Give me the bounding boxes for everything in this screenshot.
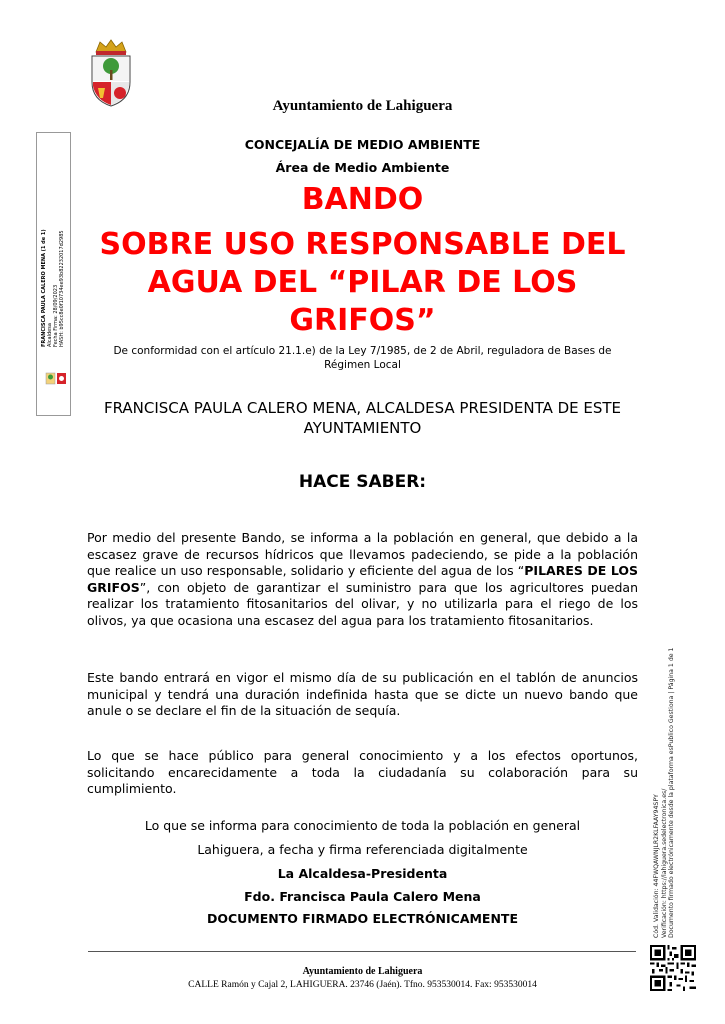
footer-address: CALLE Ramón y Cajal 2, LAHIGUERA. 23746 (Jaén). Tfno. 953530014. Fax: 953530014 — [188, 980, 537, 990]
paragraph-2: Este bando entrará en vigor el mismo día de su publicación en el tablón de anuncios municipal y tendrá una duración indefinida hasta que se dicte un nuevo bando que anule o se declare el fin de la situación de sequía. — [87, 670, 638, 718]
footer-divider — [88, 951, 636, 952]
footer-organization: Ayuntamiento de Lahiguera — [302, 966, 423, 977]
area-name: Área de Medio Ambiente — [275, 160, 450, 175]
validation-code: Cód. Validación: 44FWQAWNJLR2KLFAAY94SPY — [653, 794, 660, 938]
signature-signer: FRANCISCA PAULA CALERO MENA (1 de 1) — [41, 229, 47, 347]
place-date-line: Lahiguera, a fecha y firma referenciada digitalmente — [197, 842, 528, 857]
platform-note: Documento firmado electrónicamente desde la plataforma esPublico Gestiona | Página 1 de 1 — [668, 647, 675, 938]
validation-info — [653, 638, 679, 938]
paragraph-3: Lo que se hace público para general conocimiento y a los efectos oportunos, solicitando encarecidamente a toda la ciudadanía su colaboración para su cumplimiento. — [87, 748, 638, 796]
signer-name: Fdo. Francisca Paula Calero Mena — [244, 889, 481, 904]
hace-saber-heading: HACE SABER: — [298, 472, 427, 492]
signature-hash: HASH: b95cc8e0f10734ee93b82232017d2985 — [59, 230, 65, 347]
department-name: CONCEJALÍA DE MEDIO AMBIENTE — [244, 137, 481, 152]
closing-line: Lo que se informa para conocimiento de toda la población en general — [144, 818, 581, 833]
mayor-line: FRANCISCA PAULA CALERO MENA, ALCALDESA PRESIDENTA DE ESTE AYUNTAMIENTO — [103, 399, 622, 437]
signer-role: La Alcaldesa-Presidenta — [277, 866, 448, 881]
paragraph-1 — [87, 530, 638, 629]
signature-role: Alcaldesa — [47, 323, 53, 347]
paragraph-1-text-end: ”, con objeto de garantizar el suministro para que los agricultores puedan realizar los tratamiento fitosanitarios del olivar, y no utilizarla para el riego de los olivos, ya que ocasiona una escasez del agua para los tratamiento fitosanitarios. — [87, 579, 638, 628]
paragraph-1-text: Por medio del presente Bando, se informa a la población en general, que debido a la escasez grave de recursos hídricos que llevamos padeciendo, se pide a la población que realice un uso responsable, solidario y eficiente del agua de los “ — [87, 530, 638, 578]
signature-details — [41, 65, 74, 347]
qr-code-icon — [650, 945, 696, 991]
signature-box — [36, 132, 71, 416]
electronic-signature-note: DOCUMENTO FIRMADO ELECTRÓNICAMENTE — [206, 911, 518, 926]
verification-url: Verificación: https://lahiguera.sedelectronica.es/ — [660, 788, 668, 938]
bando-subject: SOBRE USO RESPONSABLE DEL AGUA DEL “PILAR DE LOS GRIFOS” — [99, 227, 626, 338]
paragraph-1-emphasis: PILARES DE LOS GRIFOS — [87, 563, 638, 595]
signature-crest-icon — [45, 371, 67, 385]
bando-heading: BANDO — [301, 182, 424, 217]
signature-date: Fecha Firma: 28/09/2023 — [53, 284, 59, 347]
organization-title: Ayuntamiento de Lahiguera — [272, 98, 453, 114]
legal-basis: De conformidad con el artículo 21.1.e) de la Ley 7/1985, de 2 de Abril, reguladora de Bases de Régimen Local — [113, 345, 612, 371]
